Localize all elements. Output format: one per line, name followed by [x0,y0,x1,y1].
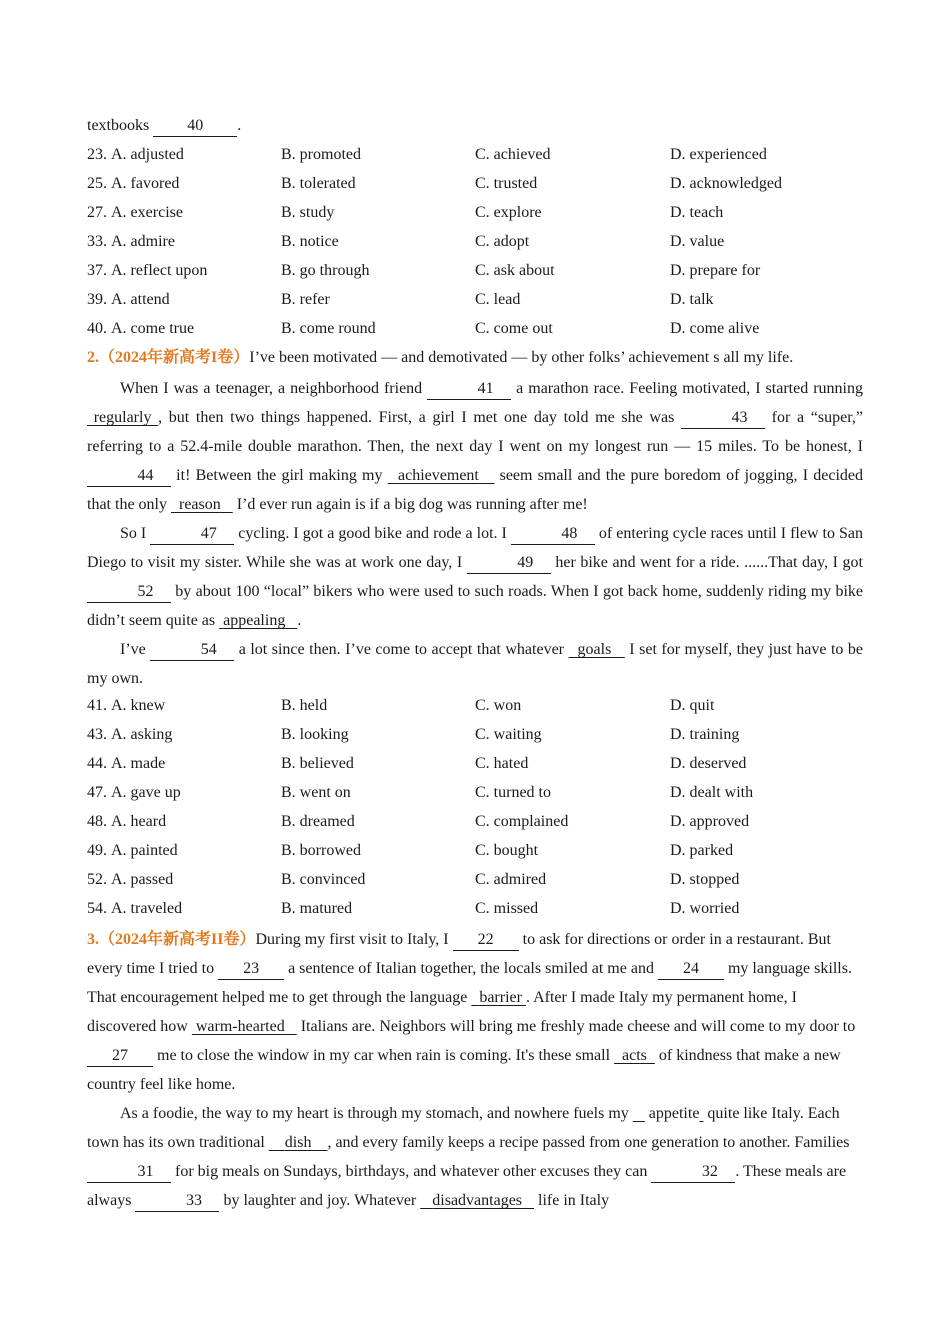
option-a[interactable]: A. knew [111,697,166,714]
option-row: 43. A. asking B. looking C. waiting D. training [87,722,863,751]
option-a[interactable]: A. painted [111,842,178,859]
option-row: 27. A. exercise B. study C. explore D. teach [87,200,863,229]
option-d[interactable]: D. experienced [670,146,767,163]
answer-word: goals [577,641,612,658]
option-row: 52. A. passed B. convinced C. admired D. stopped [87,867,863,896]
blank-33[interactable]: 33 [135,1191,219,1212]
blank-44[interactable]: 44 [87,466,171,487]
blank-23[interactable]: 23 [218,959,284,980]
blank-52[interactable]: 52 [87,582,171,603]
option-a[interactable]: A. passed [111,871,174,888]
passage-paragraph: I’ve 54 a lot since then. I’ve come to accept that whatever goals I set for myself, they just have to be my own. [87,641,864,687]
option-c[interactable]: C. trusted [475,175,538,192]
option-d[interactable]: D. talk [670,291,714,308]
option-row: 33. A. admire B. notice C. adopt D. value [87,229,863,258]
option-b[interactable]: B. go through [281,262,370,279]
blank-31[interactable]: 31 [87,1162,171,1183]
document-page [87,113,863,1215]
blank-49[interactable]: 49 [467,553,551,574]
option-b[interactable]: B. promoted [281,146,361,163]
option-c[interactable]: C. explore [475,204,542,221]
option-b[interactable]: B. went on [281,784,351,801]
option-b[interactable]: B. convinced [281,871,366,888]
answer-word: barrier [479,989,522,1006]
option-row: 37. A. reflect upon B. go through C. ask about D. prepare for [87,258,863,287]
section-2-heading: 2.（2024年新高考I卷） [87,349,250,366]
option-d[interactable]: D. deserved [670,755,747,772]
option-a[interactable]: A. made [111,755,166,772]
passage-paragraph: When I was a teenager, a neighborhood friend 41 a marathon race. Feeling motivated, I started running regularly , but then two things happened. First, a girl I met one day told me she was 43 for a “super,” referring to a 52.4-mile double marathon. Then, the next day I went on my longest run — 15 miles. To be honest, I 44 it! Between the girl making my achievement seem small and the pure boredom of jogging, I decided that the only reason I’d ever run again is if a big dog was running after me! [87,380,864,513]
section-2-intro: I’ve been motivated — and demotivated — by other folks’ achievement s all my life. [249,349,794,366]
answer-word: reason [178,496,221,513]
blank-40[interactable]: 40 [153,116,237,137]
blank-32[interactable]: 32 [651,1162,735,1183]
option-b[interactable]: B. refer [281,291,330,308]
option-d[interactable]: D. come alive [670,320,760,337]
option-row: 54. A. traveled B. matured C. missed D. worried [87,896,863,925]
option-a[interactable]: A. adjusted [111,146,184,163]
answer-word: acts [622,1047,647,1064]
option-row: 39. A. attend B. refer C. lead D. talk [87,287,863,316]
option-b[interactable]: B. held [281,697,328,714]
option-c[interactable]: C. bought [475,842,539,859]
option-d[interactable]: D. stopped [670,871,740,888]
option-d[interactable]: D. quit [670,697,715,714]
passage-paragraph: So I 47 cycling. I got a good bike and rode a lot. I 48 of entering cycle races until I flew to San Diego to visit my sister. While she was at work one day, I 49 her bike and went for a ride. ......That day, I got 52 by about 100 “local” bikers who were used to such roads. When I got back home, suddenly riding my bike didn’t seem quite as appealing . [87,525,864,629]
answer-word: regularly [93,409,152,426]
answer-word: appealing [223,612,286,629]
answer-word: disadvantages [432,1192,523,1209]
blank-47[interactable]: 47 [150,524,234,545]
option-b[interactable]: B. dreamed [281,813,355,830]
option-c[interactable]: C. admired [475,871,547,888]
option-a[interactable]: A. reflect upon [111,262,208,279]
option-d[interactable]: D. worried [670,900,740,917]
passage-tail: textbooks 40 . [87,113,863,142]
option-c[interactable]: C. missed [475,900,539,917]
option-a[interactable]: A. asking [111,726,173,743]
option-row: 47. A. gave up B. went on C. turned to D. dealt with [87,780,863,809]
option-b[interactable]: B. come round [281,320,376,337]
option-b[interactable]: B. tolerated [281,175,356,192]
blank-41[interactable]: 41 [427,379,511,400]
answer-word [633,1105,645,1122]
option-d[interactable]: D. dealt with [670,784,754,801]
option-d[interactable]: D. prepare for [670,262,761,279]
option-b[interactable]: B. looking [281,726,349,743]
option-a[interactable]: A. admire [111,233,175,250]
option-row: 25. A. favored B. tolerated C. trusted D. acknowledged [87,171,863,200]
section-2-header [87,345,863,374]
option-row: 49. A. painted B. borrowed C. bought D. parked [87,838,863,867]
option-a[interactable]: A. attend [111,291,170,308]
option-d[interactable]: D. training [670,726,740,743]
option-c[interactable]: C. come out [475,320,553,337]
option-a[interactable]: A. come true [111,320,195,337]
option-b[interactable]: B. study [281,204,335,221]
option-d[interactable]: D. acknowledged [670,175,782,192]
passage-paragraph: 3.（2024年新高考II卷）During my first visit to Italy, I 22 to ask for directions or order in a restaurant. But every time I tried to 23 a sentence of Italian together, the locals smiled at me and 24 my language skills. That encouragement helped me to get through the language barrier . After I made Italy my permanent home, I discovered how warm-hearted Italians are. Neighbors will bring me freshly made cheese and will come to my door to 27 me to close the window in my car when rain is coming. It's these small acts of kindness that make a new country feel like home. [87,931,856,1093]
option-c[interactable]: C. complained [475,813,569,830]
option-b[interactable]: B. believed [281,755,354,772]
option-c[interactable]: C. turned to [475,784,551,801]
option-d[interactable]: D. value [670,233,725,250]
section-3-heading: 3.（2024年新高考II卷） [87,931,256,948]
option-c[interactable]: C. ask about [475,262,555,279]
blank-48[interactable]: 48 [511,524,595,545]
option-row: 44. A. made B. believed C. hated D. deserved [87,751,863,780]
option-c[interactable]: C. waiting [475,726,542,743]
passage-paragraph: As a foodie, the way to my heart is through my stomach, and nowhere fuels my appetite quite like Italy. Each town has its own traditional dish , and every family keeps a recipe passed from one generation to another. Families 31 for big meals on Sundays, birthdays, and whatever other excuses they can 32 . These meals are always 33 by laughter and joy. Whatever disadvantages life in Italy [87,1099,863,1215]
option-b[interactable]: B. borrowed [281,842,361,859]
option-d[interactable]: D. teach [670,204,724,221]
option-a[interactable]: A. exercise [111,204,183,221]
blank-43[interactable]: 43 [681,408,765,429]
option-a[interactable]: A. traveled [111,900,183,917]
option-row: 41. A. knew B. held C. won D. quit [87,693,863,722]
option-c[interactable]: C. won [475,697,522,714]
blank-22[interactable]: 22 [453,930,519,951]
answer-word: dish [284,1134,312,1151]
option-c[interactable]: C. achieved [475,146,551,163]
blank-27[interactable]: 27 [87,1046,153,1067]
option-a[interactable]: A. heard [111,813,167,830]
options-list-2 [87,693,863,925]
answer-word: warm-hearted [195,1018,285,1035]
answer-word: achievement [398,467,479,484]
blank-54[interactable]: 54 [150,640,234,661]
option-row: 48. A. heard B. dreamed C. complained D. approved [87,809,863,838]
option-row: 40. A. come true B. come round C. come out D. come alive [87,316,863,345]
option-d[interactable]: D. parked [670,842,734,859]
option-c[interactable]: C. lead [475,291,521,308]
option-row: 23. A. adjusted B. promoted C. achieved D. experienced [87,142,863,171]
option-b[interactable]: B. notice [281,233,339,250]
blank-24[interactable]: 24 [658,959,724,980]
options-list-1 [87,142,863,345]
option-b[interactable]: B. matured [281,900,353,917]
option-c[interactable]: C. hated [475,755,529,772]
option-c[interactable]: C. adopt [475,233,530,250]
option-a[interactable]: A. favored [111,175,180,192]
option-a[interactable]: A. gave up [111,784,181,801]
option-d[interactable]: D. approved [670,813,750,830]
